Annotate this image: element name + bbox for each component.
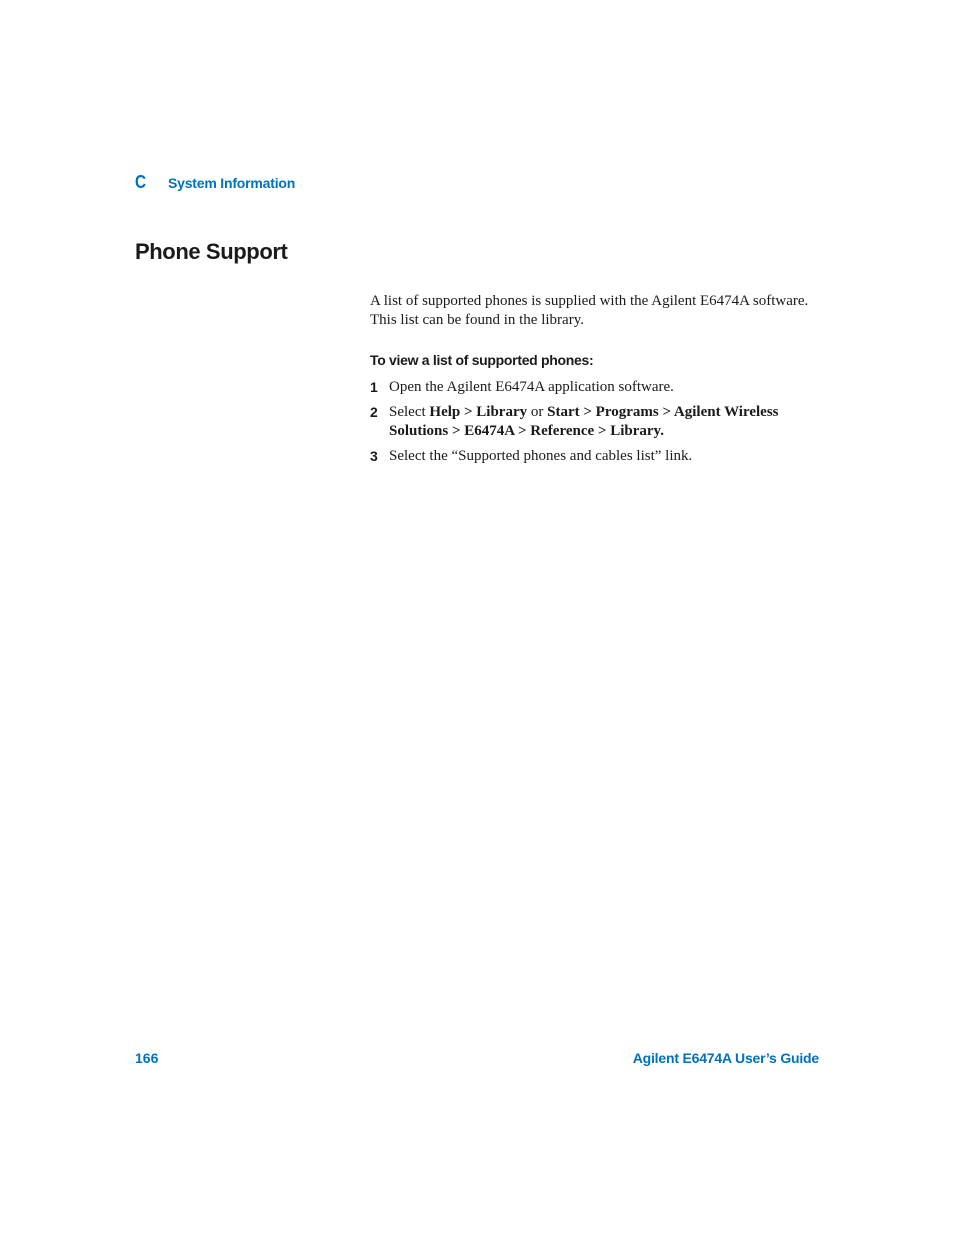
step-text: [389, 403, 830, 441]
step-item: [370, 378, 830, 397]
step-item: [370, 403, 830, 441]
menu-path-start-programs: Start > Programs > Agilent Wireless Solutions > E6474A > Reference > Library.: [389, 404, 779, 439]
footer-guide-title: Agilent E6474A User’s Guide: [632, 1050, 819, 1066]
chapter-header: [135, 172, 295, 193]
step-number: 2: [370, 404, 378, 420]
step-item: [370, 447, 830, 466]
step-text: Select the “Supported phones and cables list” link.: [389, 448, 693, 464]
menu-path-help-library: Help > Library: [429, 404, 528, 420]
procedure-steps: [370, 378, 830, 466]
step-text: Open the Agilent E6474A application software.: [389, 379, 674, 395]
step-number: 3: [370, 448, 378, 464]
chapter-letter: C: [135, 172, 147, 192]
body-column: [370, 292, 830, 472]
step-number: 1: [370, 379, 378, 395]
procedure-heading: To view a list of supported phones:: [370, 352, 594, 368]
footer-page-number: 166: [135, 1050, 159, 1066]
step-select-word: Select: [389, 404, 430, 420]
page-title: Phone Support: [135, 239, 288, 264]
step-or-word: or: [527, 404, 548, 420]
chapter-title: System Information: [168, 175, 296, 191]
intro-paragraph: A list of supported phones is supplied with the Agilent E6474A software. This list can be found in the library.: [370, 293, 809, 328]
